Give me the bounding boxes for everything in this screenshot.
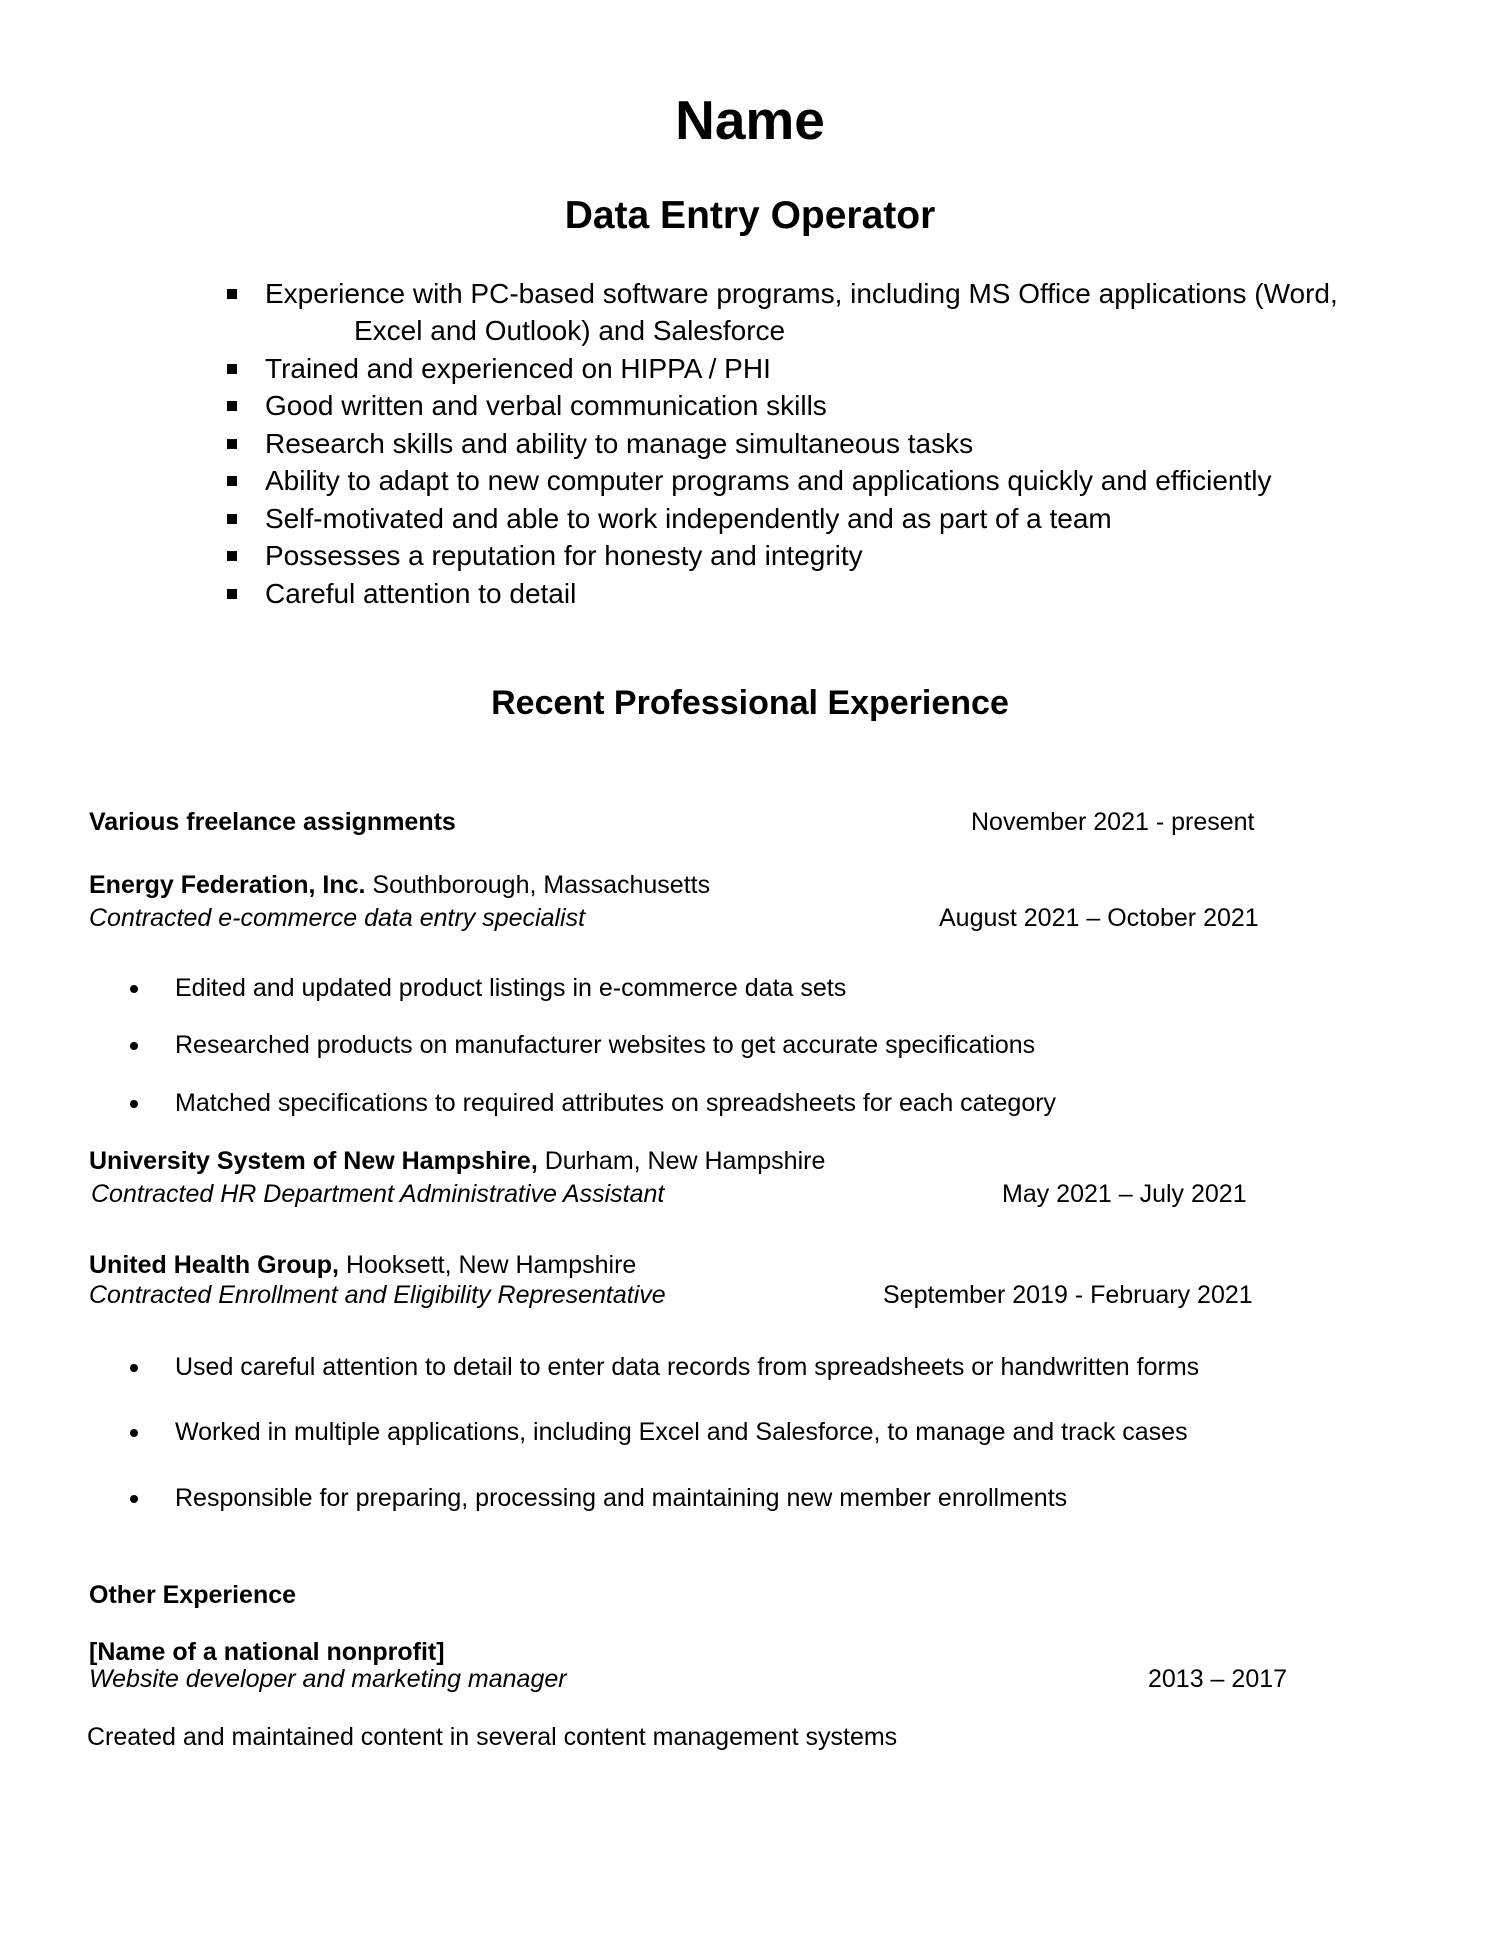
section-heading-recent: Recent Professional Experience [491,684,1009,722]
bullet-text: Edited and updated product listings in e-commerce data sets [175,974,847,1002]
bullet-dot-icon [130,1429,138,1437]
square-bullet-icon [227,364,237,374]
employer-name: [Name of a national nonprofit] [89,1638,445,1666]
freelance-title: Various freelance assignments [89,808,456,836]
bullet-dot-icon [130,985,138,993]
job-dates: 2013 – 2017 [1148,1665,1288,1693]
summary-text: Research skills and ability to manage simultaneous tasks [265,428,974,459]
bullet-dot-icon [130,1364,138,1372]
square-bullet-icon [227,439,237,449]
bullet-text: Responsible for preparing, processing and maintaining new member enrollments [175,1484,1068,1512]
job-title: Data Entry Operator [564,194,936,237]
job-role: Contracted HR Department Administrative Assistant [91,1180,665,1208]
employer-location: Southborough, Massachusetts [365,871,711,899]
summary-text: Possesses a reputation for honesty and integrity [265,540,863,571]
employer-name: Energy Federation, Inc. [89,871,366,899]
summary-text: Good written and verbal communication skills [265,390,827,421]
job-dates: August 2021 – October 2021 [939,904,1259,932]
square-bullet-icon [227,514,237,524]
bullet-text: Matched specifications to required attributes on spreadsheets for each category [175,1089,1057,1117]
square-bullet-icon [227,289,237,299]
freelance-dates: November 2021 - present [971,808,1255,836]
section-heading-other: Other Experience [89,1581,297,1609]
bullet-dot-icon [130,1100,138,1108]
square-bullet-icon [227,551,237,561]
employer-line [89,871,710,900]
bullet-text: Used careful attention to detail to enter data records from spreadsheets or handwritten forms [175,1353,1200,1381]
summary-text: Experience with PC-based software programs, including MS Office applications (Word, [265,278,1338,309]
bullet-dot-icon [130,1495,138,1503]
job-description: Created and maintained content in several content management systems [87,1723,898,1751]
employer-name: University System of New Hampshire, [89,1147,538,1175]
summary-text: Careful attention to detail [265,578,577,609]
employer-name: United Health Group, [89,1251,339,1279]
square-bullet-icon [227,476,237,486]
job-role: Website developer and marketing manager [89,1665,567,1693]
candidate-name: Name [675,89,825,151]
job-dates: September 2019 - February 2021 [883,1281,1253,1309]
summary-text: Excel and Outlook) and Salesforce [354,315,786,346]
bullet-text: Worked in multiple applications, including Excel and Salesforce, to manage and track cases [175,1418,1188,1446]
summary-text: Trained and experienced on HIPPA / PHI [265,353,771,384]
employer-location: Hooksett, New Hampshire [339,1251,637,1279]
square-bullet-icon [227,589,237,599]
job-dates: May 2021 – July 2021 [1002,1180,1247,1208]
employer-line [89,1251,636,1280]
bullet-dot-icon [130,1042,138,1050]
bullet-text: Researched products on manufacturer websites to get accurate specifications [175,1031,1036,1059]
summary-text: Self-motivated and able to work independently and as part of a team [265,503,1112,534]
job-role: Contracted Enrollment and Eligibility Representative [89,1281,666,1309]
summary-text: Ability to adapt to new computer programs and applications quickly and efficiently [265,465,1272,496]
square-bullet-icon [227,401,237,411]
employer-location: Durham, New Hampshire [537,1147,826,1175]
employer-line [89,1147,825,1176]
job-role: Contracted e-commerce data entry specialist [89,904,586,932]
